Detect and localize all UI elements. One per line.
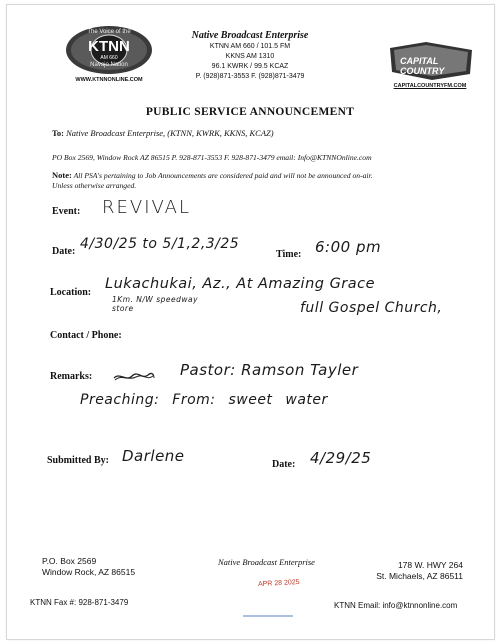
footer-left-line-2: Window Rock, AZ 86515 xyxy=(42,567,136,577)
capital-country-logo xyxy=(386,40,474,90)
note-line-2: Unless otherwise arranged. xyxy=(52,181,137,190)
submitted-by-label: Submitted By: xyxy=(47,455,109,466)
location-value-line-2: full Gospel Church, xyxy=(300,300,443,316)
ktnn-logo-bottom: Navajo Nation xyxy=(90,62,128,68)
to-label: To: xyxy=(52,128,64,138)
event-label: Event: xyxy=(52,206,81,217)
scribble-mark xyxy=(112,370,156,384)
org-name: Native Broadcast Enterprise xyxy=(191,30,309,41)
station-line-4: P. (928)871-3553 F. (928)871-3479 xyxy=(195,73,305,80)
station-line-2: KKNS AM 1310 xyxy=(225,53,275,60)
note-block xyxy=(52,170,373,191)
time-label: Time: xyxy=(276,249,302,260)
capital-country-url: CAPITALCOUNTRYFM.COM xyxy=(393,83,467,89)
footer-left-address xyxy=(42,556,135,578)
footer-fax: KTNN Fax #: 928-871-3479 xyxy=(30,598,129,607)
stamp-mark xyxy=(243,603,293,617)
date-value: 4/30/25 to 5/1,2,3/25 xyxy=(80,236,240,252)
date-label: Date: xyxy=(52,246,76,257)
footer-right-line-1: 178 W. HWY 264 xyxy=(397,560,463,570)
to-value: Native Broadcast Enterprise, (KTNN, KWRK, KKNS, KCAZ) xyxy=(66,128,274,138)
ktnn-logo-badge: KTNN xyxy=(88,38,130,55)
to-line xyxy=(52,128,274,138)
note-line-1 xyxy=(52,170,373,181)
received-stamp: APR 28 2025 xyxy=(257,578,300,589)
remarks-label: Remarks: xyxy=(50,371,93,382)
note-text: All PSA's pertaining to Job Announcements are considered paid and will not be announced on-air. xyxy=(73,171,373,180)
footer-right-line-2: St. Michaels, AZ 86511 xyxy=(376,571,463,581)
ktnn-logo-freq: AM 660 xyxy=(100,55,118,61)
submitted-by-value: Darlene xyxy=(122,447,185,465)
ktnn-logo xyxy=(64,24,154,82)
location-label: Location: xyxy=(50,287,92,298)
time-value: 6:00 pm xyxy=(315,238,382,256)
address-line: PO Box 2569, Window Rock AZ 86515 P. 928-871-3553 F. 928-871-3479 email: Info@KTNNOnline.com xyxy=(52,153,372,162)
contact-label: Contact / Phone: xyxy=(50,330,122,341)
footer-center: Native Broadcast Enterprise xyxy=(218,557,315,567)
station-line-3: 96.1 KWRK / 99.5 KCAZ xyxy=(211,63,289,70)
remarks-line-2: Preaching: From: sweet water xyxy=(80,392,328,408)
submit-date-value: 4/29/25 xyxy=(310,449,372,467)
header-block xyxy=(170,30,330,82)
location-value-sub: 1Km. N/W speedway store xyxy=(112,295,199,313)
ktnn-logo-url: WWW.KTNNONLINE.COM xyxy=(75,77,143,83)
event-value: REVIVAL xyxy=(102,197,192,218)
footer-right-address xyxy=(368,560,463,582)
ktnn-logo-top: The Voice of the xyxy=(87,29,131,35)
footer-email: KTNN Email: info@ktnnonline.com xyxy=(334,601,458,610)
footer-left-line-1: P.O. Box 2569 xyxy=(42,556,97,566)
submit-date-label: Date: xyxy=(272,459,296,470)
page-title: PUBLIC SERVICE ANNOUNCEMENT xyxy=(145,106,355,118)
location-value-line-1: Lukachukai, Az., At Amazing Grace xyxy=(105,276,376,292)
note-label: Note: xyxy=(52,170,72,180)
document-page xyxy=(6,4,495,640)
capital-country-text: CAPITAL COUNTRY xyxy=(400,56,445,76)
station-line-1: KTNN AM 660 / 101.5 FM xyxy=(209,43,291,50)
remarks-line-1: Pastor: Ramson Tayler xyxy=(180,361,359,379)
